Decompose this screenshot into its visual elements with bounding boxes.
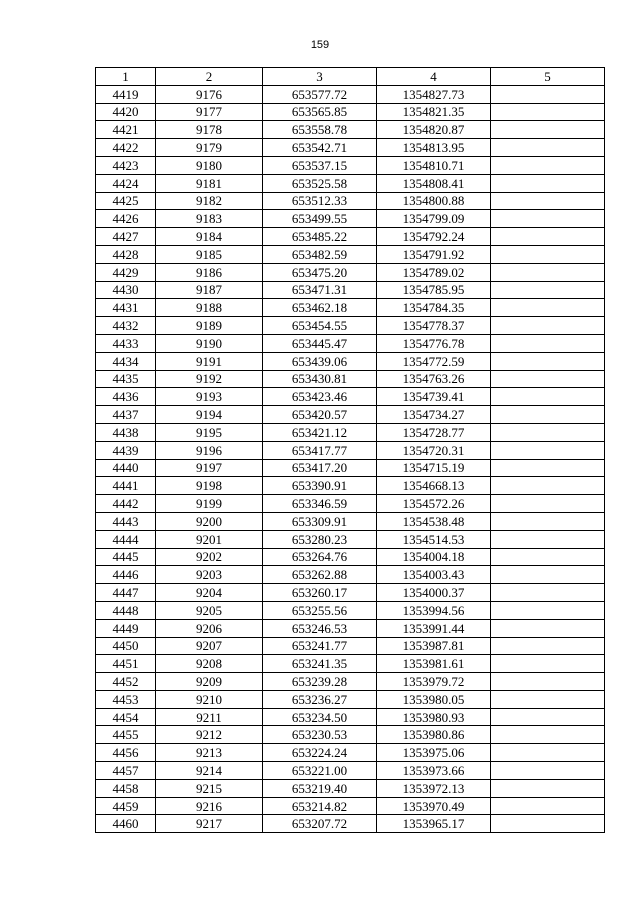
table-cell-col-5 [491, 566, 605, 584]
header-cell-2: 2 [156, 68, 263, 86]
table-cell-col-5 [491, 121, 605, 139]
table-cell-col-5 [491, 406, 605, 424]
table-cell-col-1: 4453 [96, 690, 156, 708]
table-cell-col-5 [491, 317, 605, 335]
table-cell-col-2: 9194 [156, 406, 263, 424]
table-row [96, 708, 605, 726]
table-cell-col-4: 1353994.56 [377, 601, 491, 619]
table-cell-col-3: 653475.20 [263, 263, 377, 281]
table-cell-col-1: 4428 [96, 245, 156, 263]
table-cell-col-2: 9191 [156, 352, 263, 370]
table-cell-col-2: 9186 [156, 263, 263, 281]
table-row [96, 690, 605, 708]
table-cell-col-3: 653221.00 [263, 762, 377, 780]
table-cell-col-3: 653439.06 [263, 352, 377, 370]
table-cell-col-4: 1353973.66 [377, 762, 491, 780]
table-cell-col-2: 9196 [156, 441, 263, 459]
table-cell-col-1: 4433 [96, 334, 156, 352]
table-cell-col-2: 9195 [156, 423, 263, 441]
table-cell-col-5 [491, 228, 605, 246]
table-cell-col-5 [491, 245, 605, 263]
table-cell-col-3: 653454.55 [263, 317, 377, 335]
header-cell-1: 1 [96, 68, 156, 86]
table-cell-col-1: 4445 [96, 548, 156, 566]
table-cell-col-4: 1354791.92 [377, 245, 491, 263]
table-row [96, 530, 605, 548]
table-row [96, 85, 605, 103]
table-row [96, 566, 605, 584]
table-cell-col-3: 653565.85 [263, 103, 377, 121]
table-cell-col-5 [491, 726, 605, 744]
table-row [96, 673, 605, 691]
table-cell-col-1: 4460 [96, 815, 156, 833]
table-row [96, 726, 605, 744]
table-cell-col-4: 1353975.06 [377, 744, 491, 762]
table-cell-col-2: 9207 [156, 637, 263, 655]
table-header [96, 68, 605, 86]
table-cell-col-1: 4424 [96, 174, 156, 192]
table-cell-col-3: 653214.82 [263, 797, 377, 815]
table-cell-col-3: 653482.59 [263, 245, 377, 263]
table-row [96, 334, 605, 352]
table-cell-col-5 [491, 744, 605, 762]
table-cell-col-2: 9185 [156, 245, 263, 263]
table-cell-col-4: 1354784.35 [377, 299, 491, 317]
table-cell-col-2: 9204 [156, 584, 263, 602]
table-cell-col-3: 653417.20 [263, 459, 377, 477]
table-cell-col-5 [491, 299, 605, 317]
table-row [96, 459, 605, 477]
table-cell-col-2: 9197 [156, 459, 263, 477]
table-cell-col-3: 653512.33 [263, 192, 377, 210]
table-cell-col-2: 9179 [156, 139, 263, 157]
table-cell-col-5 [491, 655, 605, 673]
table-cell-col-3: 653207.72 [263, 815, 377, 833]
table-cell-col-3: 653421.12 [263, 423, 377, 441]
table-row [96, 744, 605, 762]
table-cell-col-1: 4446 [96, 566, 156, 584]
table-cell-col-3: 653234.50 [263, 708, 377, 726]
table-cell-col-2: 9184 [156, 228, 263, 246]
table-row [96, 103, 605, 121]
table-row [96, 619, 605, 637]
table-row [96, 637, 605, 655]
table-cell-col-2: 9192 [156, 370, 263, 388]
table-cell-col-4: 1354776.78 [377, 334, 491, 352]
table-cell-col-5 [491, 637, 605, 655]
table-cell-col-5 [491, 762, 605, 780]
table-cell-col-1: 4439 [96, 441, 156, 459]
table-cell-col-5 [491, 388, 605, 406]
table-cell-col-5 [491, 584, 605, 602]
table-cell-col-1: 4425 [96, 192, 156, 210]
table-cell-col-2: 9189 [156, 317, 263, 335]
table-cell-col-3: 653219.40 [263, 779, 377, 797]
header-cell-4: 4 [377, 68, 491, 86]
table-cell-col-4: 1354810.71 [377, 156, 491, 174]
table-cell-col-4: 1354800.88 [377, 192, 491, 210]
table-cell-col-4: 1353987.81 [377, 637, 491, 655]
table-cell-col-2: 9205 [156, 601, 263, 619]
table-cell-col-4: 1353972.13 [377, 779, 491, 797]
table-row [96, 655, 605, 673]
table-cell-col-1: 4456 [96, 744, 156, 762]
table-cell-col-5 [491, 156, 605, 174]
table-cell-col-4: 1354720.31 [377, 441, 491, 459]
table-cell-col-1: 4435 [96, 370, 156, 388]
table-cell-col-5 [491, 797, 605, 815]
table-cell-col-1: 4436 [96, 388, 156, 406]
table-cell-col-4: 1354538.48 [377, 512, 491, 530]
table-cell-col-4: 1354000.37 [377, 584, 491, 602]
table-cell-col-5 [491, 103, 605, 121]
table-cell-col-2: 9201 [156, 530, 263, 548]
table-cell-col-1: 4422 [96, 139, 156, 157]
table-cell-col-2: 9213 [156, 744, 263, 762]
table-cell-col-4: 1354763.26 [377, 370, 491, 388]
table-cell-col-3: 653430.81 [263, 370, 377, 388]
table-cell-col-2: 9203 [156, 566, 263, 584]
table-cell-col-1: 4455 [96, 726, 156, 744]
table-row [96, 121, 605, 139]
table-cell-col-5 [491, 370, 605, 388]
table-cell-col-1: 4452 [96, 673, 156, 691]
table-row [96, 548, 605, 566]
table-cell-col-4: 1354715.19 [377, 459, 491, 477]
table-cell-col-3: 653423.46 [263, 388, 377, 406]
table-cell-col-1: 4447 [96, 584, 156, 602]
table-row [96, 263, 605, 281]
table-cell-col-4: 1354572.26 [377, 495, 491, 513]
table-cell-col-3: 653246.53 [263, 619, 377, 637]
table-cell-col-4: 1354821.35 [377, 103, 491, 121]
table-cell-col-5 [491, 139, 605, 157]
table-cell-col-3: 653241.77 [263, 637, 377, 655]
table-row [96, 441, 605, 459]
table-cell-col-3: 653262.88 [263, 566, 377, 584]
table-cell-col-3: 653264.76 [263, 548, 377, 566]
table-cell-col-2: 9206 [156, 619, 263, 637]
table-cell-col-5 [491, 352, 605, 370]
header-cell-5: 5 [491, 68, 605, 86]
table-row [96, 797, 605, 815]
table-cell-col-1: 4419 [96, 85, 156, 103]
table-cell-col-2: 9212 [156, 726, 263, 744]
table-cell-col-4: 1354514.53 [377, 530, 491, 548]
table-cell-col-1: 4431 [96, 299, 156, 317]
table-cell-col-5 [491, 174, 605, 192]
table-cell-col-3: 653390.91 [263, 477, 377, 495]
table-cell-col-5 [491, 548, 605, 566]
table-cell-col-4: 1353981.61 [377, 655, 491, 673]
table-row [96, 423, 605, 441]
table-cell-col-5 [491, 512, 605, 530]
table-cell-col-5 [491, 477, 605, 495]
table-row [96, 406, 605, 424]
table-cell-col-2: 9188 [156, 299, 263, 317]
table-cell-col-1: 4441 [96, 477, 156, 495]
table-cell-col-4: 1354789.02 [377, 263, 491, 281]
table-row [96, 210, 605, 228]
table-cell-col-5 [491, 690, 605, 708]
table-cell-col-1: 4432 [96, 317, 156, 335]
table-cell-col-5 [491, 334, 605, 352]
table-cell-col-4: 1354827.73 [377, 85, 491, 103]
table-row [96, 370, 605, 388]
table-cell-col-1: 4454 [96, 708, 156, 726]
table-cell-col-3: 653499.55 [263, 210, 377, 228]
table-cell-col-4: 1354772.59 [377, 352, 491, 370]
table-cell-col-3: 653241.35 [263, 655, 377, 673]
table-cell-col-4: 1354734.27 [377, 406, 491, 424]
table-cell-col-5 [491, 601, 605, 619]
table-cell-col-4: 1354792.24 [377, 228, 491, 246]
table-cell-col-4: 1354785.95 [377, 281, 491, 299]
table-cell-col-1: 4459 [96, 797, 156, 815]
header-cell-3: 3 [263, 68, 377, 86]
table-row [96, 584, 605, 602]
table-cell-col-1: 4423 [96, 156, 156, 174]
table-cell-col-3: 653485.22 [263, 228, 377, 246]
table-cell-col-3: 653471.31 [263, 281, 377, 299]
table-row [96, 388, 605, 406]
table-cell-col-2: 9183 [156, 210, 263, 228]
table-cell-col-3: 653417.77 [263, 441, 377, 459]
table-row [96, 477, 605, 495]
table-cell-col-2: 9190 [156, 334, 263, 352]
table-cell-col-5 [491, 815, 605, 833]
table-cell-col-1: 4427 [96, 228, 156, 246]
table-cell-col-3: 653280.23 [263, 530, 377, 548]
table-cell-col-3: 653236.27 [263, 690, 377, 708]
table-cell-col-4: 1354808.41 [377, 174, 491, 192]
table-cell-col-1: 4421 [96, 121, 156, 139]
table-row [96, 317, 605, 335]
table-cell-col-5 [491, 459, 605, 477]
coordinates-table [95, 67, 605, 833]
table-cell-col-2: 9216 [156, 797, 263, 815]
table-cell-col-2: 9178 [156, 121, 263, 139]
table-row [96, 139, 605, 157]
table-cell-col-2: 9202 [156, 548, 263, 566]
table-cell-col-3: 653420.57 [263, 406, 377, 424]
table-cell-col-5 [491, 281, 605, 299]
table-cell-col-4: 1353965.17 [377, 815, 491, 833]
table-cell-col-1: 4451 [96, 655, 156, 673]
table-cell-col-3: 653525.58 [263, 174, 377, 192]
table-cell-col-2: 9187 [156, 281, 263, 299]
table-row [96, 762, 605, 780]
table-row [96, 495, 605, 513]
table-row [96, 352, 605, 370]
table-row [96, 192, 605, 210]
table-cell-col-1: 4434 [96, 352, 156, 370]
table-cell-col-2: 9214 [156, 762, 263, 780]
table-cell-col-5 [491, 263, 605, 281]
table-cell-col-3: 653346.59 [263, 495, 377, 513]
table-cell-col-4: 1353970.49 [377, 797, 491, 815]
header-row [96, 68, 605, 86]
table-cell-col-1: 4457 [96, 762, 156, 780]
table-cell-col-3: 653255.56 [263, 601, 377, 619]
table-cell-col-4: 1354003.43 [377, 566, 491, 584]
table-cell-col-5 [491, 192, 605, 210]
table-cell-col-4: 1354739.41 [377, 388, 491, 406]
table-row [96, 779, 605, 797]
table-cell-col-2: 9200 [156, 512, 263, 530]
table-cell-col-4: 1353980.93 [377, 708, 491, 726]
table-row [96, 281, 605, 299]
table-body [96, 85, 605, 832]
table-cell-col-4: 1354813.95 [377, 139, 491, 157]
table-cell-col-3: 653239.28 [263, 673, 377, 691]
table-cell-col-1: 4448 [96, 601, 156, 619]
table-cell-col-1: 4429 [96, 263, 156, 281]
table-cell-col-2: 9177 [156, 103, 263, 121]
table-cell-col-3: 653224.24 [263, 744, 377, 762]
table-cell-col-3: 653230.53 [263, 726, 377, 744]
table-cell-col-5 [491, 673, 605, 691]
table-cell-col-4: 1354728.77 [377, 423, 491, 441]
table-row [96, 228, 605, 246]
table-row [96, 512, 605, 530]
table-cell-col-5 [491, 495, 605, 513]
table-cell-col-5 [491, 210, 605, 228]
table-cell-col-1: 4426 [96, 210, 156, 228]
table-cell-col-5 [491, 423, 605, 441]
table-row [96, 601, 605, 619]
table-cell-col-1: 4430 [96, 281, 156, 299]
table-cell-col-1: 4420 [96, 103, 156, 121]
table-cell-col-1: 4458 [96, 779, 156, 797]
table-cell-col-2: 9215 [156, 779, 263, 797]
table-cell-col-2: 9180 [156, 156, 263, 174]
table-cell-col-4: 1353991.44 [377, 619, 491, 637]
table-cell-col-4: 1354778.37 [377, 317, 491, 335]
table-row [96, 174, 605, 192]
table-cell-col-1: 4438 [96, 423, 156, 441]
table-row [96, 299, 605, 317]
table-cell-col-2: 9211 [156, 708, 263, 726]
table-cell-col-4: 1353980.86 [377, 726, 491, 744]
table-cell-col-5 [491, 708, 605, 726]
table-cell-col-1: 4443 [96, 512, 156, 530]
table-cell-col-2: 9182 [156, 192, 263, 210]
table-cell-col-2: 9210 [156, 690, 263, 708]
table-cell-col-3: 653577.72 [263, 85, 377, 103]
table-cell-col-2: 9199 [156, 495, 263, 513]
table-cell-col-3: 653542.71 [263, 139, 377, 157]
table-cell-col-3: 653462.18 [263, 299, 377, 317]
table-cell-col-1: 4440 [96, 459, 156, 477]
table-cell-col-4: 1353979.72 [377, 673, 491, 691]
table-cell-col-4: 1354004.18 [377, 548, 491, 566]
table-row [96, 156, 605, 174]
table-cell-col-2: 9209 [156, 673, 263, 691]
table-cell-col-4: 1354799.09 [377, 210, 491, 228]
table-cell-col-2: 9208 [156, 655, 263, 673]
table-cell-col-5 [491, 779, 605, 797]
table-cell-col-1: 4444 [96, 530, 156, 548]
table-cell-col-3: 653558.78 [263, 121, 377, 139]
table-cell-col-5 [491, 530, 605, 548]
table-cell-col-3: 653309.91 [263, 512, 377, 530]
table-cell-col-3: 653260.17 [263, 584, 377, 602]
table-cell-col-1: 4437 [96, 406, 156, 424]
table-cell-col-4: 1354668.13 [377, 477, 491, 495]
table-cell-col-3: 653537.15 [263, 156, 377, 174]
table-cell-col-5 [491, 441, 605, 459]
table-cell-col-1: 4442 [96, 495, 156, 513]
table-cell-col-2: 9217 [156, 815, 263, 833]
table-cell-col-2: 9198 [156, 477, 263, 495]
table-row [96, 815, 605, 833]
table-cell-col-5 [491, 619, 605, 637]
table-row [96, 245, 605, 263]
table-cell-col-4: 1353980.05 [377, 690, 491, 708]
table-cell-col-4: 1354820.87 [377, 121, 491, 139]
page-number: 159 [310, 39, 330, 51]
table-cell-col-3: 653445.47 [263, 334, 377, 352]
table-cell-col-1: 4449 [96, 619, 156, 637]
table-cell-col-1: 4450 [96, 637, 156, 655]
table-cell-col-2: 9181 [156, 174, 263, 192]
table-cell-col-5 [491, 85, 605, 103]
table-cell-col-2: 9176 [156, 85, 263, 103]
table-cell-col-2: 9193 [156, 388, 263, 406]
